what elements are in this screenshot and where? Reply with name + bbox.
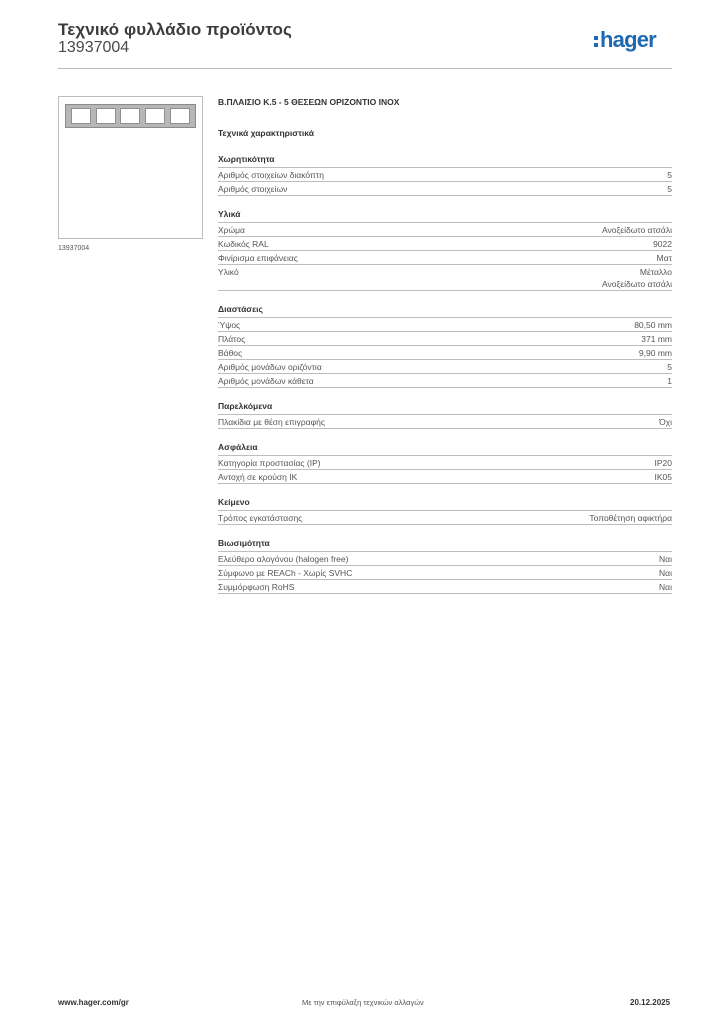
spec-value: 1 — [667, 376, 672, 386]
logo-text: hager — [600, 27, 656, 52]
footer-date: 20.12.2025 — [630, 998, 671, 1007]
spec-section — [218, 153, 672, 196]
spec-value: 9,90 mm — [638, 348, 672, 358]
spec-label: Ύψος — [218, 320, 241, 330]
image-caption: 13937004 — [58, 245, 90, 252]
spec-label: Αντοχή σε κρούση IK — [218, 472, 298, 482]
spec-label: Ελεύθερο αλογόνου (halogen free) — [218, 554, 349, 564]
spec-value: IP20 — [654, 458, 672, 468]
spec-label: Πλακίδια με θέση επιγραφής — [218, 417, 325, 427]
spec-row — [218, 318, 672, 332]
section-title: Ασφάλεια — [218, 441, 672, 456]
spec-label: Αριθμός μονάδων κάθετα — [218, 376, 314, 386]
spec-section — [218, 303, 672, 388]
spec-label: Κωδικός RAL — [218, 239, 269, 249]
spec-section — [218, 496, 672, 525]
frame-slot — [120, 108, 140, 124]
section-title: Κείμενο — [218, 496, 672, 511]
spec-section — [218, 400, 672, 429]
header-divider — [58, 68, 672, 69]
spec-value: 5 — [667, 170, 672, 180]
spec-section — [218, 208, 672, 291]
frame-slot — [170, 108, 190, 124]
spec-label: Βάθος — [218, 348, 243, 358]
section-title: Βιωσιμότητα — [218, 537, 672, 552]
spec-row — [218, 265, 672, 291]
spec-label: Σύμφωνο με REACh - Χωρίς SVHC — [218, 568, 353, 578]
product-code: 13937004 — [58, 39, 130, 56]
spec-row — [218, 223, 672, 237]
spec-row — [218, 346, 672, 360]
product-image — [58, 96, 203, 239]
spec-row — [218, 580, 672, 594]
spec-row — [218, 511, 672, 525]
spec-row — [218, 552, 672, 566]
spec-label: Κατηγορία προστασίας (IP) — [218, 458, 321, 468]
spec-row — [218, 332, 672, 346]
product-name: Β.ΠΛΑΙΣΙΟ Κ.5 - 5 ΘΕΣΕΩΝ ΟΡΙΖΟΝΤΙΟ INOX — [218, 97, 400, 107]
spec-value: Ναι — [659, 554, 672, 564]
spec-label: Πλάτος — [218, 334, 246, 344]
spec-label: Συμμόρφωση RoHS — [218, 582, 295, 592]
section-title: Χωρητικότητα — [218, 153, 672, 168]
frame-slot — [96, 108, 116, 124]
spec-section — [218, 441, 672, 484]
spec-section — [218, 537, 672, 594]
spec-label: Υλικό — [218, 267, 239, 277]
spec-value: Τοποθέτηση αφικτήρα — [589, 513, 672, 523]
footer-note: Με την επιφύλαξη τεχνικών αλλαγών — [302, 998, 424, 1007]
spec-label: Αριθμός στοιχείων διακόπτη — [218, 170, 324, 180]
spec-value: 80,50 mm — [634, 320, 672, 330]
spec-row — [218, 566, 672, 580]
spec-value: 9022 — [653, 239, 672, 249]
spec-value: 5 — [667, 184, 672, 194]
spec-label: Αριθμός μονάδων οριζόντια — [218, 362, 322, 372]
tech-specs-heading: Τεχνικά χαρακτηριστικά — [218, 128, 314, 138]
spec-label: Τρόπος εγκατάστασης — [218, 513, 303, 523]
logo-dots-icon — [594, 34, 598, 49]
spec-row — [218, 360, 672, 374]
section-title: Διαστάσεις — [218, 303, 672, 318]
spec-sections — [218, 153, 672, 594]
footer-website: www.hager.com/gr — [58, 998, 129, 1007]
spec-value: Μέταλλο Ανοξείδωτο ατσάλι — [601, 267, 672, 289]
spec-value: Ναι — [659, 582, 672, 592]
document-title: Τεχνικό φυλλάδιο προϊόντος — [58, 20, 292, 39]
section-title: Παρελκόμενα — [218, 400, 672, 415]
hager-logo — [594, 27, 656, 53]
spec-label: Αριθμός στοιχείων — [218, 184, 288, 194]
frame-5-gang-illustration — [65, 104, 196, 128]
spec-value: Ναι — [659, 568, 672, 578]
spec-value: IK05 — [654, 472, 672, 482]
product-details — [218, 96, 672, 594]
spec-row — [218, 237, 672, 251]
spec-value: Ματ — [656, 253, 672, 263]
spec-row — [218, 374, 672, 388]
spec-row — [218, 456, 672, 470]
spec-value: 371 mm — [641, 334, 672, 344]
frame-slot — [145, 108, 165, 124]
spec-label: Χρώμα — [218, 225, 245, 235]
spec-value: 5 — [667, 362, 672, 372]
spec-row — [218, 415, 672, 429]
section-title: Υλικά — [218, 208, 672, 223]
frame-slot — [71, 108, 91, 124]
spec-row — [218, 182, 672, 196]
spec-value: Όχι — [659, 417, 672, 427]
spec-label: Φινίρισμα επιφάνειας — [218, 253, 298, 263]
spec-row — [218, 251, 672, 265]
spec-value: Ανοξείδωτο ατσάλι — [601, 225, 672, 235]
spec-row — [218, 168, 672, 182]
spec-row — [218, 470, 672, 484]
